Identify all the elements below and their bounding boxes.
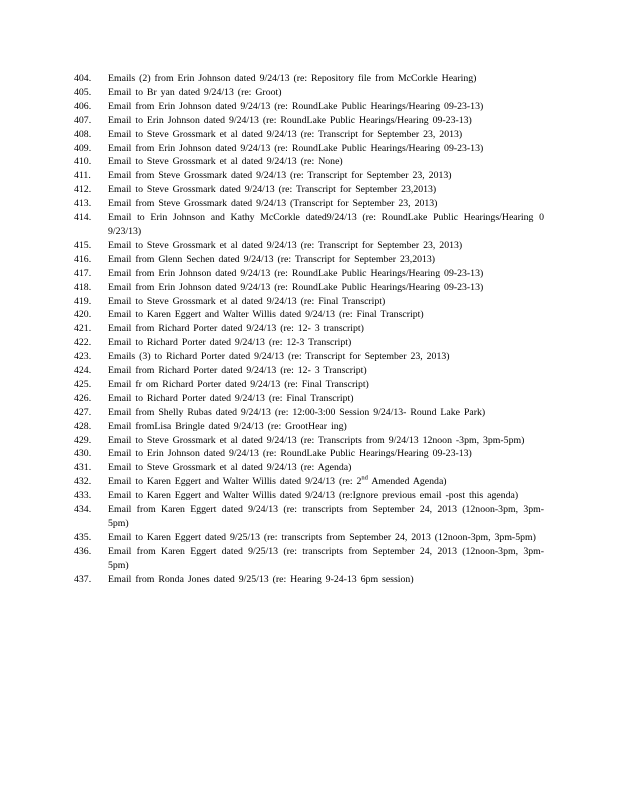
item-number: 421. [74,323,92,335]
item-description: Email from Glenn Sechen dated 9/24/13 (re: Transcript for September 23,2013) [108,253,436,265]
item-description: Email to Steve Grossmark et al dated 9/24/13 (re: Transcript for September 23, 2013) [108,239,463,251]
item-description: Email from Ronda Jones dated 9/25/13 (re: Hearing 9-24-13 6pm session) [108,573,414,585]
item-description: Email to Karen Eggert and Walter Willis dated 9/24/13 (re: Final Transcript) [108,309,424,321]
ordinal-superscript: nd [361,475,368,483]
list-item [74,545,544,573]
item-number: 432. [74,476,92,488]
list-item [74,434,544,448]
item-number: 423. [74,351,92,363]
item-number: 405. [74,86,92,98]
list-item [74,72,544,86]
item-number: 414. [74,212,92,224]
item-description: Email to Steve Grossmark et al dated 9/24/13 (re: Final Transcript) [108,295,386,307]
list-item [74,253,544,267]
item-number: 410. [74,156,92,168]
list-item [74,86,544,100]
item-description: Email to Br yan dated 9/24/13 (re: Groot) [108,86,282,98]
item-description: Email from Karen Eggert dated 9/24/13 (re: transcripts from September 24, 2013 (12noon-3pm, 3pm-5pm) [108,504,544,529]
item-number: 427. [74,406,92,418]
item-description: Email from Steve Grossmark dated 9/24/13 (Transcript for September 23, 2013) [108,198,438,210]
item-number: 406. [74,100,92,112]
item-number: 436. [74,545,92,557]
item-description: Email from Steve Grossmark dated 9/24/13 (re: Transcript for September 23, 2013) [108,170,452,182]
list-item [74,100,544,114]
item-number: 407. [74,114,92,126]
item-description: Email from Karen Eggert dated 9/25/13 (re: transcripts from September 24, 2013 (12noon-3pm, 3pm-5pm) [108,545,544,571]
list-item [74,142,544,156]
item-description: Email fromLisa Bringle dated 9/24/13 (re: GrootHear ing) [108,420,347,432]
item-description: Email fr om Richard Porter dated 9/24/13 (re: Final Transcript) [108,378,369,390]
item-description: Email to Karen Eggert and Walter Willis dated 9/24/13 (re:Ignore previous email -post this agenda) [108,490,519,502]
list-item [74,239,544,253]
item-description: Email from Richard Porter dated 9/24/13 (re: 12- 3 Transcript) [108,365,367,377]
item-number: 404. [74,73,92,84]
item-number: 417. [74,267,92,279]
item-description-part: Email to Karen Eggert and Walter Willis dated 9/24/13 (re: 2 [108,476,362,488]
item-description [108,475,544,489]
list-item [74,503,544,531]
list-item [74,475,544,489]
list-item [74,420,544,434]
list-item [74,281,544,295]
item-description: Email from Erin Johnson dated 9/24/13 (re: RoundLake Public Hearings/Hearing 09-23-13) [108,142,484,154]
item-number: 433. [74,490,92,502]
list-item [74,461,544,475]
item-number: 422. [74,337,92,349]
list-item [74,336,544,350]
item-description: Email to Erin Johnson dated 9/24/13 (re: RoundLake Public Hearings/Hearing 09-23-13) [108,114,472,126]
item-number: 425. [74,378,92,390]
item-number: 429. [74,434,92,446]
list-item [74,114,544,128]
list-item [74,531,544,545]
list-item [74,211,544,239]
item-number: 413. [74,198,92,210]
item-description: Email from Shelly Rubas dated 9/24/13 (re: 12:00-3:00 Session 9/24/13- Round Lake Park) [108,406,486,418]
list-item [74,197,544,211]
exhibit-list [74,72,544,587]
item-description: Email to Erin Johnson and Kathy McCorkle dated9/24/13 (re: RoundLake Public Hearings/Hearing 0 9/23/13) [108,212,544,237]
item-description: Email to Steve Grossmark dated 9/24/13 (re: Transcript for September 23,2013) [108,184,437,196]
item-description: Email from Richard Porter dated 9/24/13 (re: 12- 3 transcript) [108,323,364,335]
item-number: 424. [74,365,92,377]
list-item [74,364,544,378]
item-number: 416. [74,253,92,265]
item-description: Email from Erin Johnson dated 9/24/13 (re: RoundLake Public Hearings/Hearing 09-23-13) [108,267,484,279]
item-number: 420. [74,309,92,321]
item-number: 415. [74,239,92,251]
item-description: Emails (3) to Richard Porter dated 9/24/13 (re: Transcript for September 23, 2013) [108,351,450,363]
list-item [74,406,544,420]
item-number: 409. [74,142,92,154]
item-description: Email to Richard Porter dated 9/24/13 (re: Final Transcript) [108,392,354,404]
item-number: 428. [74,420,92,432]
list-item [74,128,544,142]
item-description: Email from Erin Johnson dated 9/24/13 (re: RoundLake Public Hearings/Hearing 09-23-13) [108,281,484,293]
item-description-part: Amended Agenda) [367,476,447,488]
list-item [74,350,544,364]
list-item [74,447,544,461]
item-number: 411. [74,170,91,182]
item-number: 419. [74,295,92,307]
item-number: 426. [74,392,92,404]
item-number: 418. [74,281,92,293]
list-item [74,183,544,197]
item-number: 412. [74,184,92,196]
item-description: Email to Richard Porter dated 9/24/13 (re: 12-3 Transcript) [108,337,352,349]
item-description: Email to Karen Eggert dated 9/25/13 (re: transcripts from September 24, 2013 (12noon-3pm, 3pm-5pm) [108,531,536,543]
list-item [74,295,544,309]
list-item [74,308,544,322]
item-number: 408. [74,128,92,140]
list-item [74,489,544,503]
item-number: 434. [74,504,92,516]
item-number: 435. [74,531,92,543]
list-item [74,322,544,336]
item-number: 431. [74,462,92,474]
item-description: Email from Erin Johnson dated 9/24/13 (re: RoundLake Public Hearings/Hearing 09-23-13) [108,100,484,112]
item-description: Emails (2) from Erin Johnson dated 9/24/13 (re: Repository file from McCorkle Hearing) [108,73,477,84]
item-number: 430. [74,448,92,460]
list-item [74,573,544,587]
item-description: Email to Steve Grossmark et al dated 9/24/13 (re: None) [108,156,343,168]
list-item [74,392,544,406]
list-item [74,378,544,392]
item-description: Email to Steve Grossmark et al dated 9/24/13 (re: Agenda) [108,462,352,474]
list-item [74,267,544,281]
item-description: Email to Steve Grossmark et al dated 9/24/13 (re: Transcripts from 9/24/13 12noon -3pm, 3pm-5pm) [108,434,525,446]
list-item [74,155,544,169]
item-description: Email to Steve Grossmark et al dated 9/24/13 (re: Transcript for September 23, 2013) [108,128,463,140]
item-number: 437. [74,573,92,585]
list-item [74,169,544,183]
item-description: Email to Erin Johnson dated 9/24/13 (re: RoundLake Public Hearings/Hearing 09-23-13) [108,448,472,460]
